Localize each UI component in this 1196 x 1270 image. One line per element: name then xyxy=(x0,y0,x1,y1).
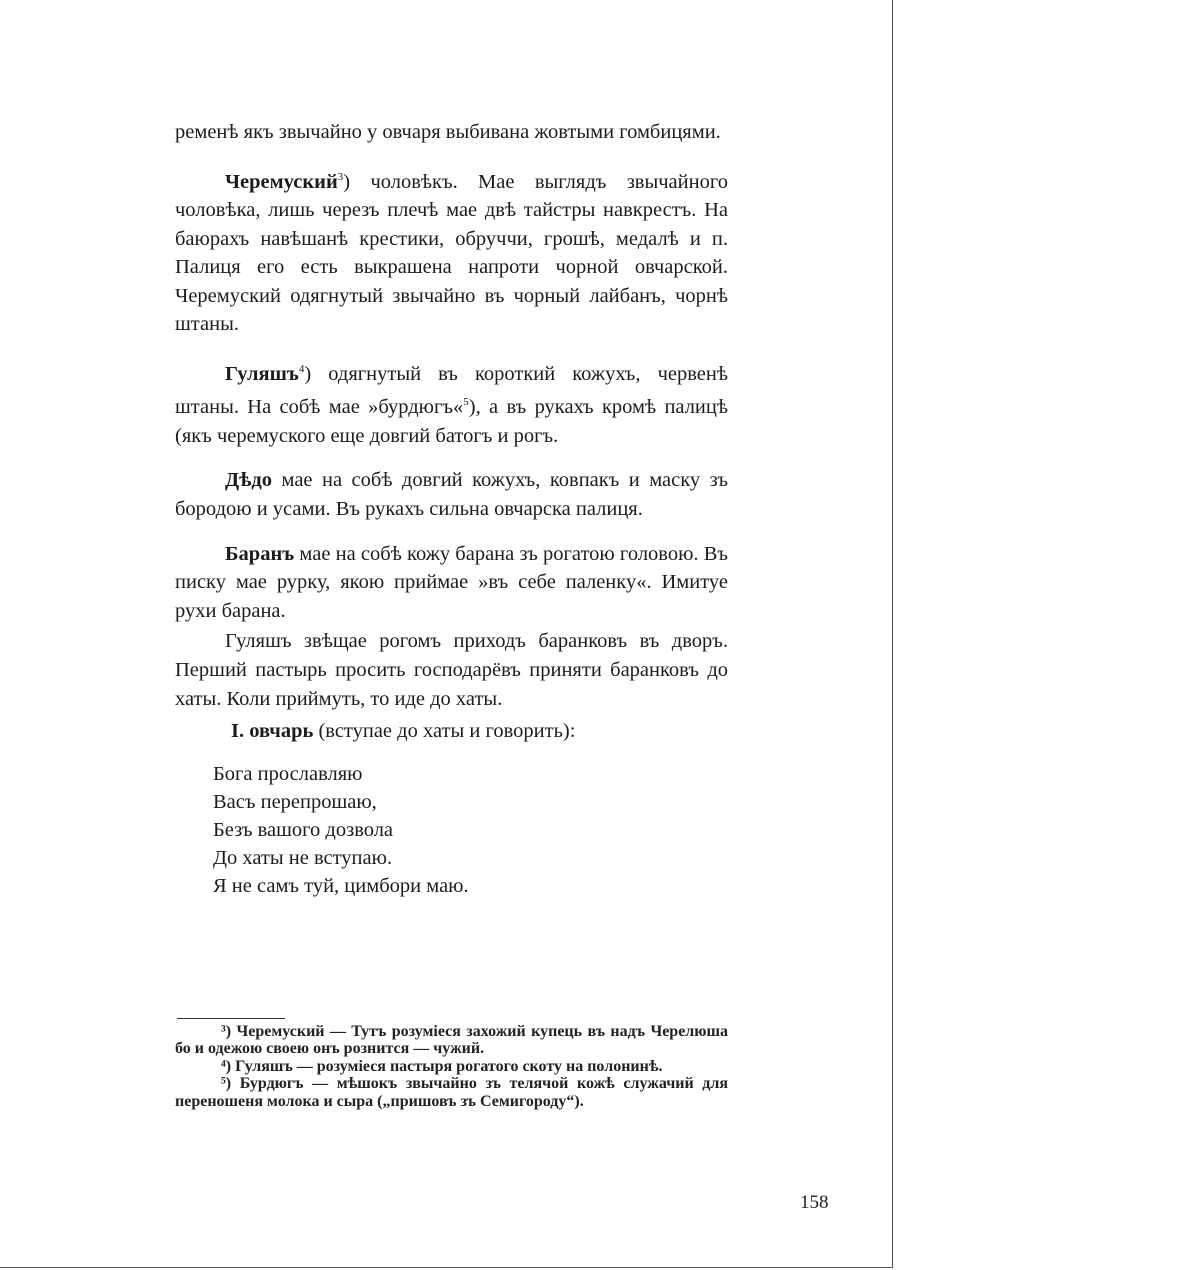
paragraph-dido-text: мае на собѣ довгий кожухъ, ковпакъ и маску зъ бородою и усами. Въ рукахъ сильна овчарска палиця. xyxy=(175,469,728,521)
footnote-5: ⁵) Бурдюгъ — мѣшокъ звычайно зъ телячой кожѣ служачий для переношеня молока и сыра („пришовъ зъ Семигороду“). xyxy=(175,1075,728,1110)
paragraph-baran xyxy=(175,540,728,626)
paragraph-0: ременѣ якъ звычайно у овчаря выбивана жовтыми гомбицями. xyxy=(175,121,721,143)
page-number: 158 xyxy=(800,1192,829,1213)
term-cheremuskyi: Черемуский xyxy=(225,170,338,193)
verse-line: Безъ вашого дозвола xyxy=(213,818,394,841)
footnote-divider xyxy=(177,1018,285,1019)
verse-line: Васъ перепрошаю, xyxy=(213,790,377,813)
footnote-ref-5: 5 xyxy=(463,396,469,409)
footnotes xyxy=(175,1018,728,1110)
paragraph-dido xyxy=(175,466,728,523)
term-baran: Баранъ xyxy=(225,542,295,565)
footnote-ref-3: 3 xyxy=(337,170,344,183)
paragraph-cheremuskyi-text: ) чоловѣкъ. Мае выглядъ звычайного чоловѣка, лишь черезъ плечѣ мае двѣ тайстры навкрестъ. На баюрахъ навѣшанѣ крестики, обруччи, грошѣ, медалѣ и п. Палиця его есть выкрашена напроти чорной овчарской. Черемуский одягнутый звычайно въ чорный лайбанъ, чорнѣ штаны. xyxy=(175,170,728,336)
paragraph-hulyash xyxy=(175,355,728,450)
verse-line: Я не самъ туй, цимбори маю. xyxy=(213,874,469,897)
paragraph-hulyash-text: ) одягнутый въ короткий кожухъ, червенѣ штаны. На собѣ мае »бурдюгъ« xyxy=(175,362,728,419)
verse-block xyxy=(213,760,728,900)
paragraph-cheremuskyi xyxy=(175,163,728,339)
footnote-ref-4: 4 xyxy=(298,362,305,375)
verse-line: Бога прославляю xyxy=(213,762,363,785)
footnote-3: ³) Черемуский — Тутъ розумiеся захожий купець въ надъ Черелюша бо и одежою своею онъ рознится — чужий. xyxy=(175,1023,728,1058)
term-dido: Дѣдо xyxy=(225,469,273,492)
paragraph-hulyash-text-2: ), а въ рукахъ кромѣ палицѣ (якъ черемуского еще довгий батогъ и рогъ. xyxy=(175,396,728,447)
stage-direction: (вступае до хаты и говорить): xyxy=(313,720,576,743)
body-text xyxy=(175,118,728,900)
term-hulyash: Гуляшъ xyxy=(225,362,299,385)
paragraph-hulyash-announces: Гуляшъ звѣщае рогомъ приходъ баранковъ въ дворъ. Перший пастырь просить господарёвъ приняти баранковъ до хаты. Коли приймуть, то иде до хаты. xyxy=(175,630,728,710)
paragraph-baran-text: мае на собѣ кожу барана зъ рогатою головою. Въ писку мае рурку, якою приймае »въ себе паленку«. Имитуе рухи барана. xyxy=(175,542,728,622)
speaker-line xyxy=(175,717,728,746)
footnote-4: ⁴) Гуляшъ — розумiеся пастыря рогатого скоту на полонинѣ. xyxy=(221,1057,663,1075)
speaker-name: I. овчарь xyxy=(231,720,314,743)
verse-line: До хаты не вступаю. xyxy=(213,846,393,869)
